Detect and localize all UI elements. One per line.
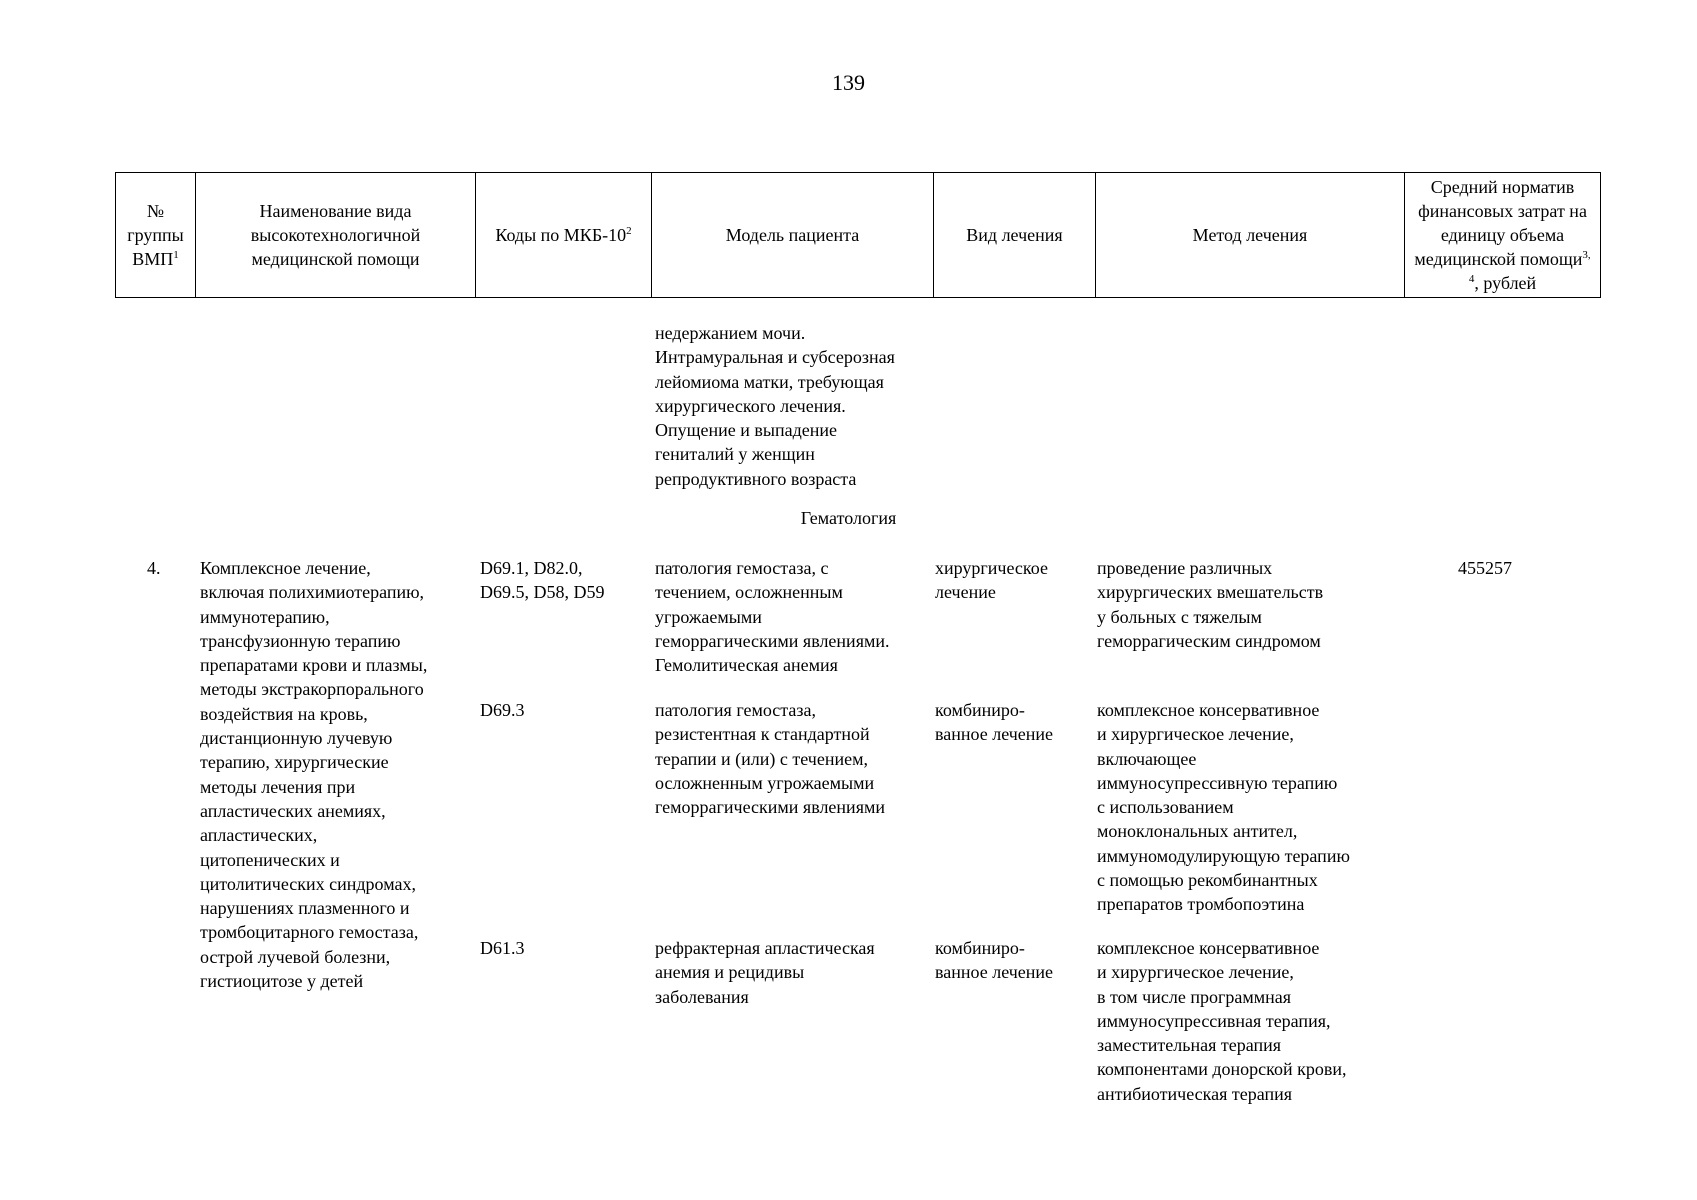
row2-method: комплексное консервативное и хирургическое лечение, включающее иммуносупрессивную терапию с использованием моноклональных антител, иммуномодулирующую терапию с помощью рекомбинантных препаратов тромбопоэтина bbox=[1097, 700, 1350, 915]
row2-model: патология гемостаза, резистентная к стандартной терапии и (или) с течением, осложненным угрожаемыми геморрагическими явлениями bbox=[655, 700, 885, 818]
section-title: Гематология bbox=[800, 508, 897, 528]
header-col7-text: Средний норматив финансовых затрат на единицу объема медицинской помощи bbox=[1414, 177, 1587, 269]
row1-model: патология гемостаза, с течением, осложненным угрожаемыми геморрагическими явлениями. Гемолитическая анемия bbox=[655, 558, 890, 676]
table-header bbox=[115, 172, 1601, 298]
header-patient-model: Модель пациента bbox=[652, 173, 934, 298]
header-icd-codes bbox=[476, 173, 652, 298]
header-col1-line3: ВМП bbox=[132, 249, 174, 269]
header-col1-line2: группы bbox=[127, 225, 184, 245]
row1-method: проведение различных хирургических вмешательств у больных с тяжелым геморрагическим синдромом bbox=[1097, 558, 1324, 651]
row3-method: комплексное консервативное и хирургическое лечение, в том числе программная иммуносупрессивная терапия, заместительная терапия компонентами донорской крови, антибиотическая терапия bbox=[1097, 938, 1347, 1104]
group-cost: 455257 bbox=[1458, 558, 1512, 578]
header-col3-footnote: 2 bbox=[626, 225, 632, 237]
group-name: Комплексное лечение, включая полихимиотерапию, иммунотерапию, трансфузионную терапию препаратами крови и плазмы, методы экстракорпорального воздействия на кровь, дистанционную лучевую терапию, хирургические методы лечения при апластических анемиях, апластических, цитопенических и цитолитических синдромах, нарушениях плазменного и тромбоцитарного гемостаза, острой лучевой болезни, гистиоцитозе у детей bbox=[200, 558, 428, 992]
row2-codes: D69.3 bbox=[480, 700, 525, 720]
row3-model: рефрактерная апластическая анемия и рецидивы заболевания bbox=[655, 938, 875, 1007]
row1-type: хирургическое лечение bbox=[935, 558, 1048, 603]
header-average-cost bbox=[1405, 173, 1601, 298]
group-number: 4. bbox=[147, 558, 161, 578]
header-group-number bbox=[116, 173, 196, 298]
header-col3-text: Коды по МКБ-10 bbox=[495, 225, 627, 245]
header-col7-footnote: 3, 4 bbox=[1468, 249, 1591, 285]
row3-codes: D61.3 bbox=[480, 938, 525, 958]
row1-codes: D69.1, D82.0, D69.5, D58, D59 bbox=[480, 558, 605, 603]
header-treatment-method: Метод лечения bbox=[1096, 173, 1405, 298]
header-care-name: Наименование вида высокотехнологичной медицинской помощи bbox=[196, 173, 476, 298]
header-col1-footnote: 1 bbox=[173, 249, 179, 261]
row2-type: комбиниро- ванное лечение bbox=[935, 700, 1054, 745]
header-col7-unit: , рублей bbox=[1474, 273, 1537, 293]
continuation-text: недержанием мочи. Интрамуральная и субсерозная лейомиома матки, требующая хирургического лечения. Опущение и выпадение гениталий у женщин репродуктивного возраста bbox=[655, 323, 895, 489]
header-treatment-type: Вид лечения bbox=[934, 173, 1096, 298]
page-number: 139 bbox=[832, 70, 865, 95]
row3-type: комбиниро- ванное лечение bbox=[935, 938, 1054, 983]
header-col1-line1: № bbox=[146, 201, 165, 221]
